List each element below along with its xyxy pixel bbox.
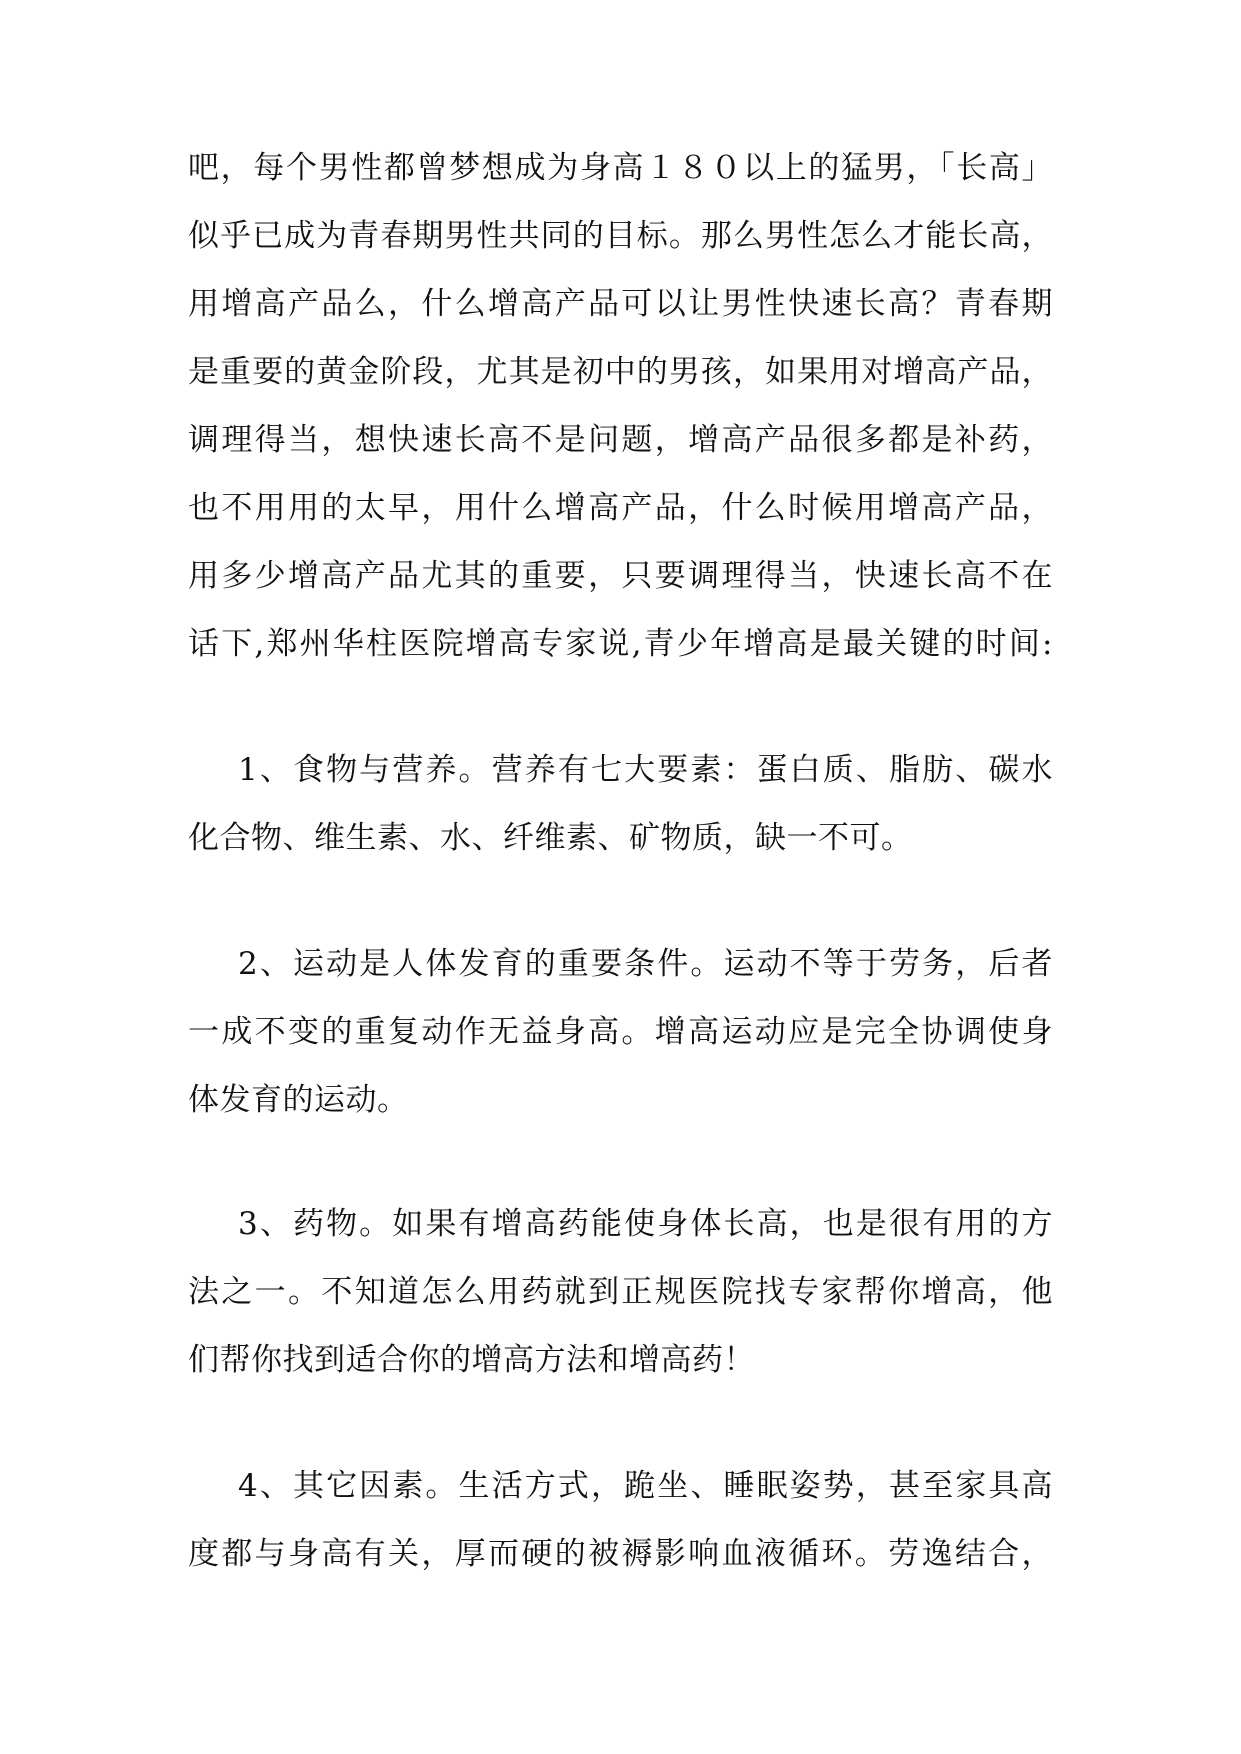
text-line: 1、食物与营养。营养有七大要素：蛋白质、脂肪、碳水: [238, 752, 1053, 788]
text-line: 也不用用的太早，用什么增高产品，什么时候用增高产品，: [188, 490, 1053, 526]
text-line: 2、运动是人体发育的重要条件。运动不等于劳务，后者: [238, 946, 1053, 982]
text-line: 似乎已成为青春期男性共同的目标。那么男性怎么才能长高，: [188, 218, 1053, 254]
text-line: 们帮你找到适合你的增高方法和增高药！: [188, 1342, 755, 1378]
text-line: 4、其它因素。生活方式，跪坐、睡眠姿势，甚至家具高: [238, 1468, 1053, 1504]
text-line: 一成不变的重复动作无益身高。增高运动应是完全协调使身: [188, 1014, 1053, 1050]
text-line: 度都与身高有关，厚而硬的被褥影响血液循环。劳逸结合，: [188, 1536, 1053, 1572]
text-line: 法之一。不知道怎么用药就到正规医院找专家帮你增高，他: [188, 1274, 1053, 1310]
text-line: 吧，每个男性都曾梦想成为身高１８０以上的猛男，「长高」: [188, 150, 1053, 186]
text-line: 调理得当，想快速长高不是问题，增高产品很多都是补药，: [188, 422, 1053, 458]
text-line: 用增高产品么，什么增高产品可以让男性快速长高？青春期: [188, 286, 1053, 322]
text-line: 3、药物。如果有增高药能使身体长高，也是很有用的方: [238, 1206, 1053, 1242]
text-line: 化合物、维生素、水、纤维素、矿物质，缺一不可。: [188, 820, 913, 856]
text-line: 是重要的黄金阶段，尤其是初中的男孩，如果用对增高产品，: [188, 354, 1053, 390]
text-line: 体发育的运动。: [188, 1082, 409, 1118]
text-line: 话下,郑州华柱医院增高专家说,青少年增高是最关键的时间:: [188, 626, 1053, 662]
text-line: 用多少增高产品尤其的重要，只要调理得当，快速长高不在: [188, 558, 1053, 594]
